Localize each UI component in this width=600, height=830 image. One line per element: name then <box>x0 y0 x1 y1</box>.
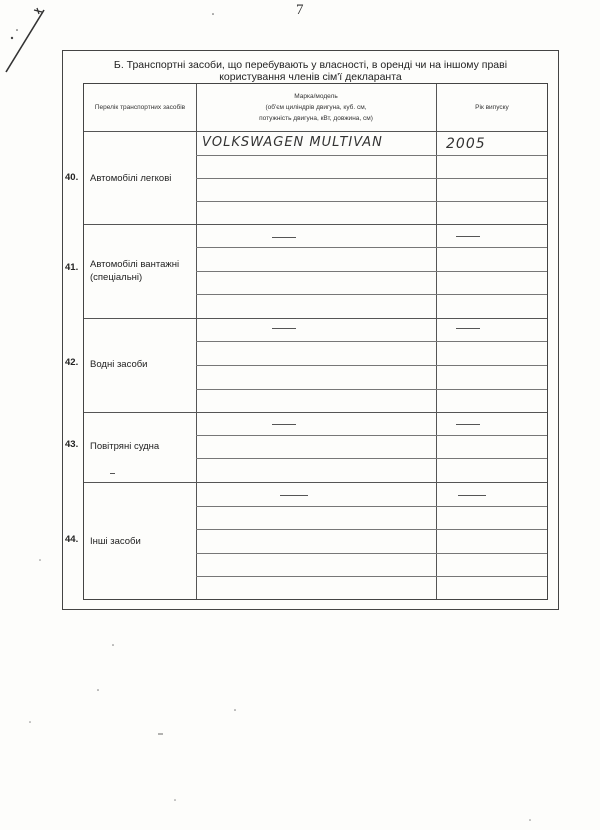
subline <box>196 529 547 530</box>
row-42-model-dash <box>272 328 296 329</box>
row-43-bottom <box>84 482 547 483</box>
page-number: 7 <box>296 2 304 18</box>
subline <box>196 435 547 436</box>
row-41-label-line1: Автомобілі вантажні <box>90 259 180 270</box>
subline <box>196 458 547 459</box>
subline <box>196 576 547 577</box>
header-bottom <box>84 131 547 132</box>
row-42-label: Водні засоби <box>90 359 148 370</box>
row-43-label: Повітряні судна <box>90 441 160 452</box>
row-41-bottom <box>84 318 547 319</box>
subline <box>196 247 547 248</box>
subline <box>196 506 547 507</box>
vehicles-table <box>83 83 548 600</box>
row-41-year-dash <box>456 236 480 237</box>
subline <box>196 341 547 342</box>
row-44-model-dash <box>280 495 308 496</box>
row-44-label: Інші засоби <box>90 536 141 547</box>
row-42-year-dash <box>456 328 480 329</box>
subline <box>196 553 547 554</box>
subline <box>196 155 547 156</box>
header-list: Перелік транспортних засобів <box>94 104 186 111</box>
row-42-number: 42. <box>65 357 79 368</box>
header-model-sub1: (об'єм циліндрів двигуна, куб. см, <box>265 104 367 111</box>
section-title-line1: Б. Транспортні засоби, що перебувають у власності, в оренді чи на іншому праві <box>113 59 508 71</box>
row-40-number: 40. <box>65 172 79 183</box>
row-41-number: 41. <box>65 262 79 273</box>
row-43-mark <box>110 473 115 474</box>
header-model-title: Марка/модель <box>294 93 338 100</box>
subline <box>196 365 547 366</box>
row-41-model-dash <box>272 237 296 238</box>
row-44-year-dash <box>458 495 486 496</box>
row-43-year-dash <box>456 424 480 425</box>
header-model-sub2: потужність двигуна, кВт, довжина, см) <box>259 115 373 122</box>
subline <box>196 294 547 295</box>
row-43-number: 43. <box>65 439 79 450</box>
row-41-label <box>90 258 179 284</box>
row-40-model: VOLKSWAGEN MULTIVAN <box>202 135 383 150</box>
row-41-label-line2: (спеціальні) <box>90 272 143 283</box>
header-year: Рік випуску <box>475 104 509 111</box>
header-model <box>196 84 436 131</box>
subline <box>196 178 547 179</box>
row-44-number: 44. <box>65 534 79 545</box>
subline <box>196 271 547 272</box>
row-40-bottom <box>84 224 547 225</box>
section-title-line2: користування членів сім'ї декларанта <box>219 71 402 83</box>
row-40-year: 2005 <box>446 136 486 152</box>
row-43-model-dash <box>272 424 296 425</box>
row-42-bottom <box>84 412 547 413</box>
row-40-label: Автомобілі легкові <box>90 173 172 184</box>
subline <box>196 201 547 202</box>
subline <box>196 389 547 390</box>
section-title <box>63 59 558 83</box>
